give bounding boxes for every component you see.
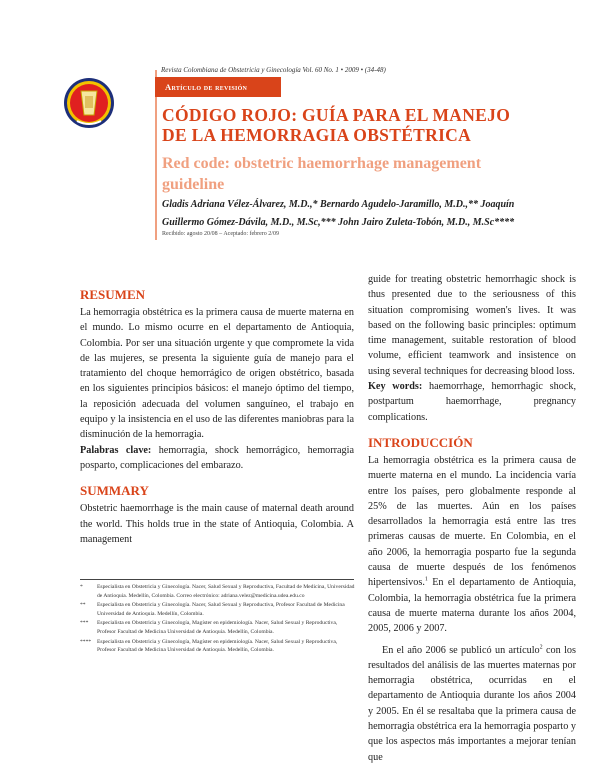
intro-paragraph-2 — [368, 643, 576, 765]
summary-keywords — [368, 379, 576, 425]
footnote-mark: * — [80, 584, 83, 590]
footnote — [80, 583, 356, 600]
journal-citation: Revista Colombiana de Obstetricia y Ginecología Vol. 60 No. 1 • 2009 • (34-48) — [161, 66, 386, 74]
footnotes — [80, 583, 356, 656]
summary-text-continued: guide for treating obstetric hemorrhagic shock is thus presented due to the seriousness of this situation compromising women's lives. It was based on the following basic principles: optimum time management, suitable restoration of blood volume, efficient teamwork and insistence on using several techniques for decreasing blood loss. — [368, 274, 576, 377]
resumen-keywords — [80, 443, 354, 474]
received-accepted-dates: Recibido: agosto 20/08 – Aceptado: febrero 2/09 — [162, 231, 279, 237]
footnote-mark: *** — [80, 620, 89, 627]
left-column — [80, 286, 354, 547]
footnote — [80, 638, 356, 655]
footnote — [80, 619, 356, 636]
keywords-label: Key words: — [368, 381, 423, 393]
footnote-text: Especialista en Obstetricia y Ginecología, Magíster en epidemiología. Nacer, Salud Sexual y Reproductiva, Profesor Facultad de Medicina Universidad de Antioquia. Medellín, Colombia. — [97, 620, 338, 635]
footnote-text: Especialista en Obstetricia y Ginecología, Magíster en epidemiología. Nacer, Salud Sexual y Reproductiva, Profesor Facultad de Medicina Universidad de Antioquia. Medellín, Colombia. — [97, 638, 338, 654]
footnote-text: Especialista en Obstetricia y Ginecología. Nacer, Salud Sexual y Reproductiva, Facultad de Medicina, Universidad de Antioquia. Medellín, Colombia. Correo electrónico: adriana.velez@medicina.udea.edu.co — [97, 584, 355, 599]
summary-text-start: Obstetric haemorrhage is the main cause of maternal death around the world. This holds true in the state of Antioquia, Colombia. A management — [80, 503, 354, 545]
introduccion-heading: INTRODUCCIÓN — [368, 434, 473, 450]
right-column — [368, 272, 576, 765]
intro-paragraph-1 — [368, 453, 576, 637]
resumen-text: La hemorragia obstétrica es la primera causa de muerte materna en el mundo. Lo mismo ocurre en el departamento de Antioquia, Colombia. Por ser una situación urgente y que compromete la vida de las mujeres, se presenta la siguiente guía de manejo para el tratamiento del choque hemorrágico de origen obstétrico, basada en los siguientes principios básicos: el manejo óptimo del tiempo, la reposición adecuada del volumen sanguíneo, el trabajo en equipo y la insistencia en el uso de las diferentes maniobras para la disminución de la hemorragia. — [80, 307, 354, 441]
footnote-mark: **** — [80, 638, 92, 645]
citation-ref: 1 — [424, 576, 428, 583]
intro-text: En el departamento de Antioquia, Colombia, la hemorragia obstétrica fue la primera causa de muerte materna durante los años 2004, 2005, 2006 y 2007. — [368, 577, 576, 635]
author-list: Gladis Adriana Vélez-Álvarez, M.D.,* Bernardo Agudelo-Jaramillo, M.D.,** Joaquín Guillermo Gómez-Dávila, M.D., M.Sc,*** John Jairo Zuleta-Tobón, M.D., M.Sc**** — [162, 199, 515, 228]
summary-heading: SUMMARY — [80, 483, 149, 499]
intro-text: con los resultados del análisis de las muertes maternas por hemorragia obstétrica, ocurridas en el departamento de Antioquia durante los años 2004 y 2005. En él se resaltaba que la primera causa de hemorragia obstétrica era la hemorragia posparto y que los aspectos más importantes a mejorar tenían que — [368, 644, 576, 763]
keywords-text: hemorragia, shock hemorrágico, hemorragia posparto, complicaciones del embarazo. — [80, 444, 354, 471]
footnote-rule — [80, 579, 354, 580]
article-subtitle: Red code: obstetric haemorrhage management guideline — [162, 155, 482, 193]
article-title: CÓDIGO ROJO: GUÍA PARA EL MANEJO DE LA HEMORRAGIA OBSTÉTRICA — [162, 105, 511, 145]
intro-text: En el año 2006 se publicó un artículo — [382, 644, 540, 656]
keywords-text: haemorrhage, hemorrhagic shock, postpartum haemorrhage, pregnancy complications. — [368, 381, 576, 423]
footnote-text: Especialista en Obstetricia y Ginecología. Nacer, Salud Sexual y Reproductiva, Profesor Facultad de Medicina Universidad de Antioquia. Medellín, Colombia. — [97, 602, 345, 617]
keywords-label: Palabras clave: — [80, 444, 152, 456]
footnote-mark: ** — [80, 602, 86, 609]
society-logo — [63, 77, 115, 129]
intro-text: La hemorragia obstétrica es la primera causa de muerte materna en el mundo. La incidencia varía entre los países, pero globalmente responde al 25% de las muertes. Aún en los países desarrollados la hemorragia está entre las tres primeras causas de muerte. En Colombia, en el año 2006, la hemorragia posparto fue la segunda causa de muerte después de los fenómenos hipertensivos. — [368, 454, 576, 589]
footnote — [80, 601, 356, 618]
citation-ref: 2 — [539, 644, 543, 651]
resumen-heading: RESUMEN — [80, 287, 146, 302]
section-badge: Artículo de revisión — [155, 77, 281, 97]
